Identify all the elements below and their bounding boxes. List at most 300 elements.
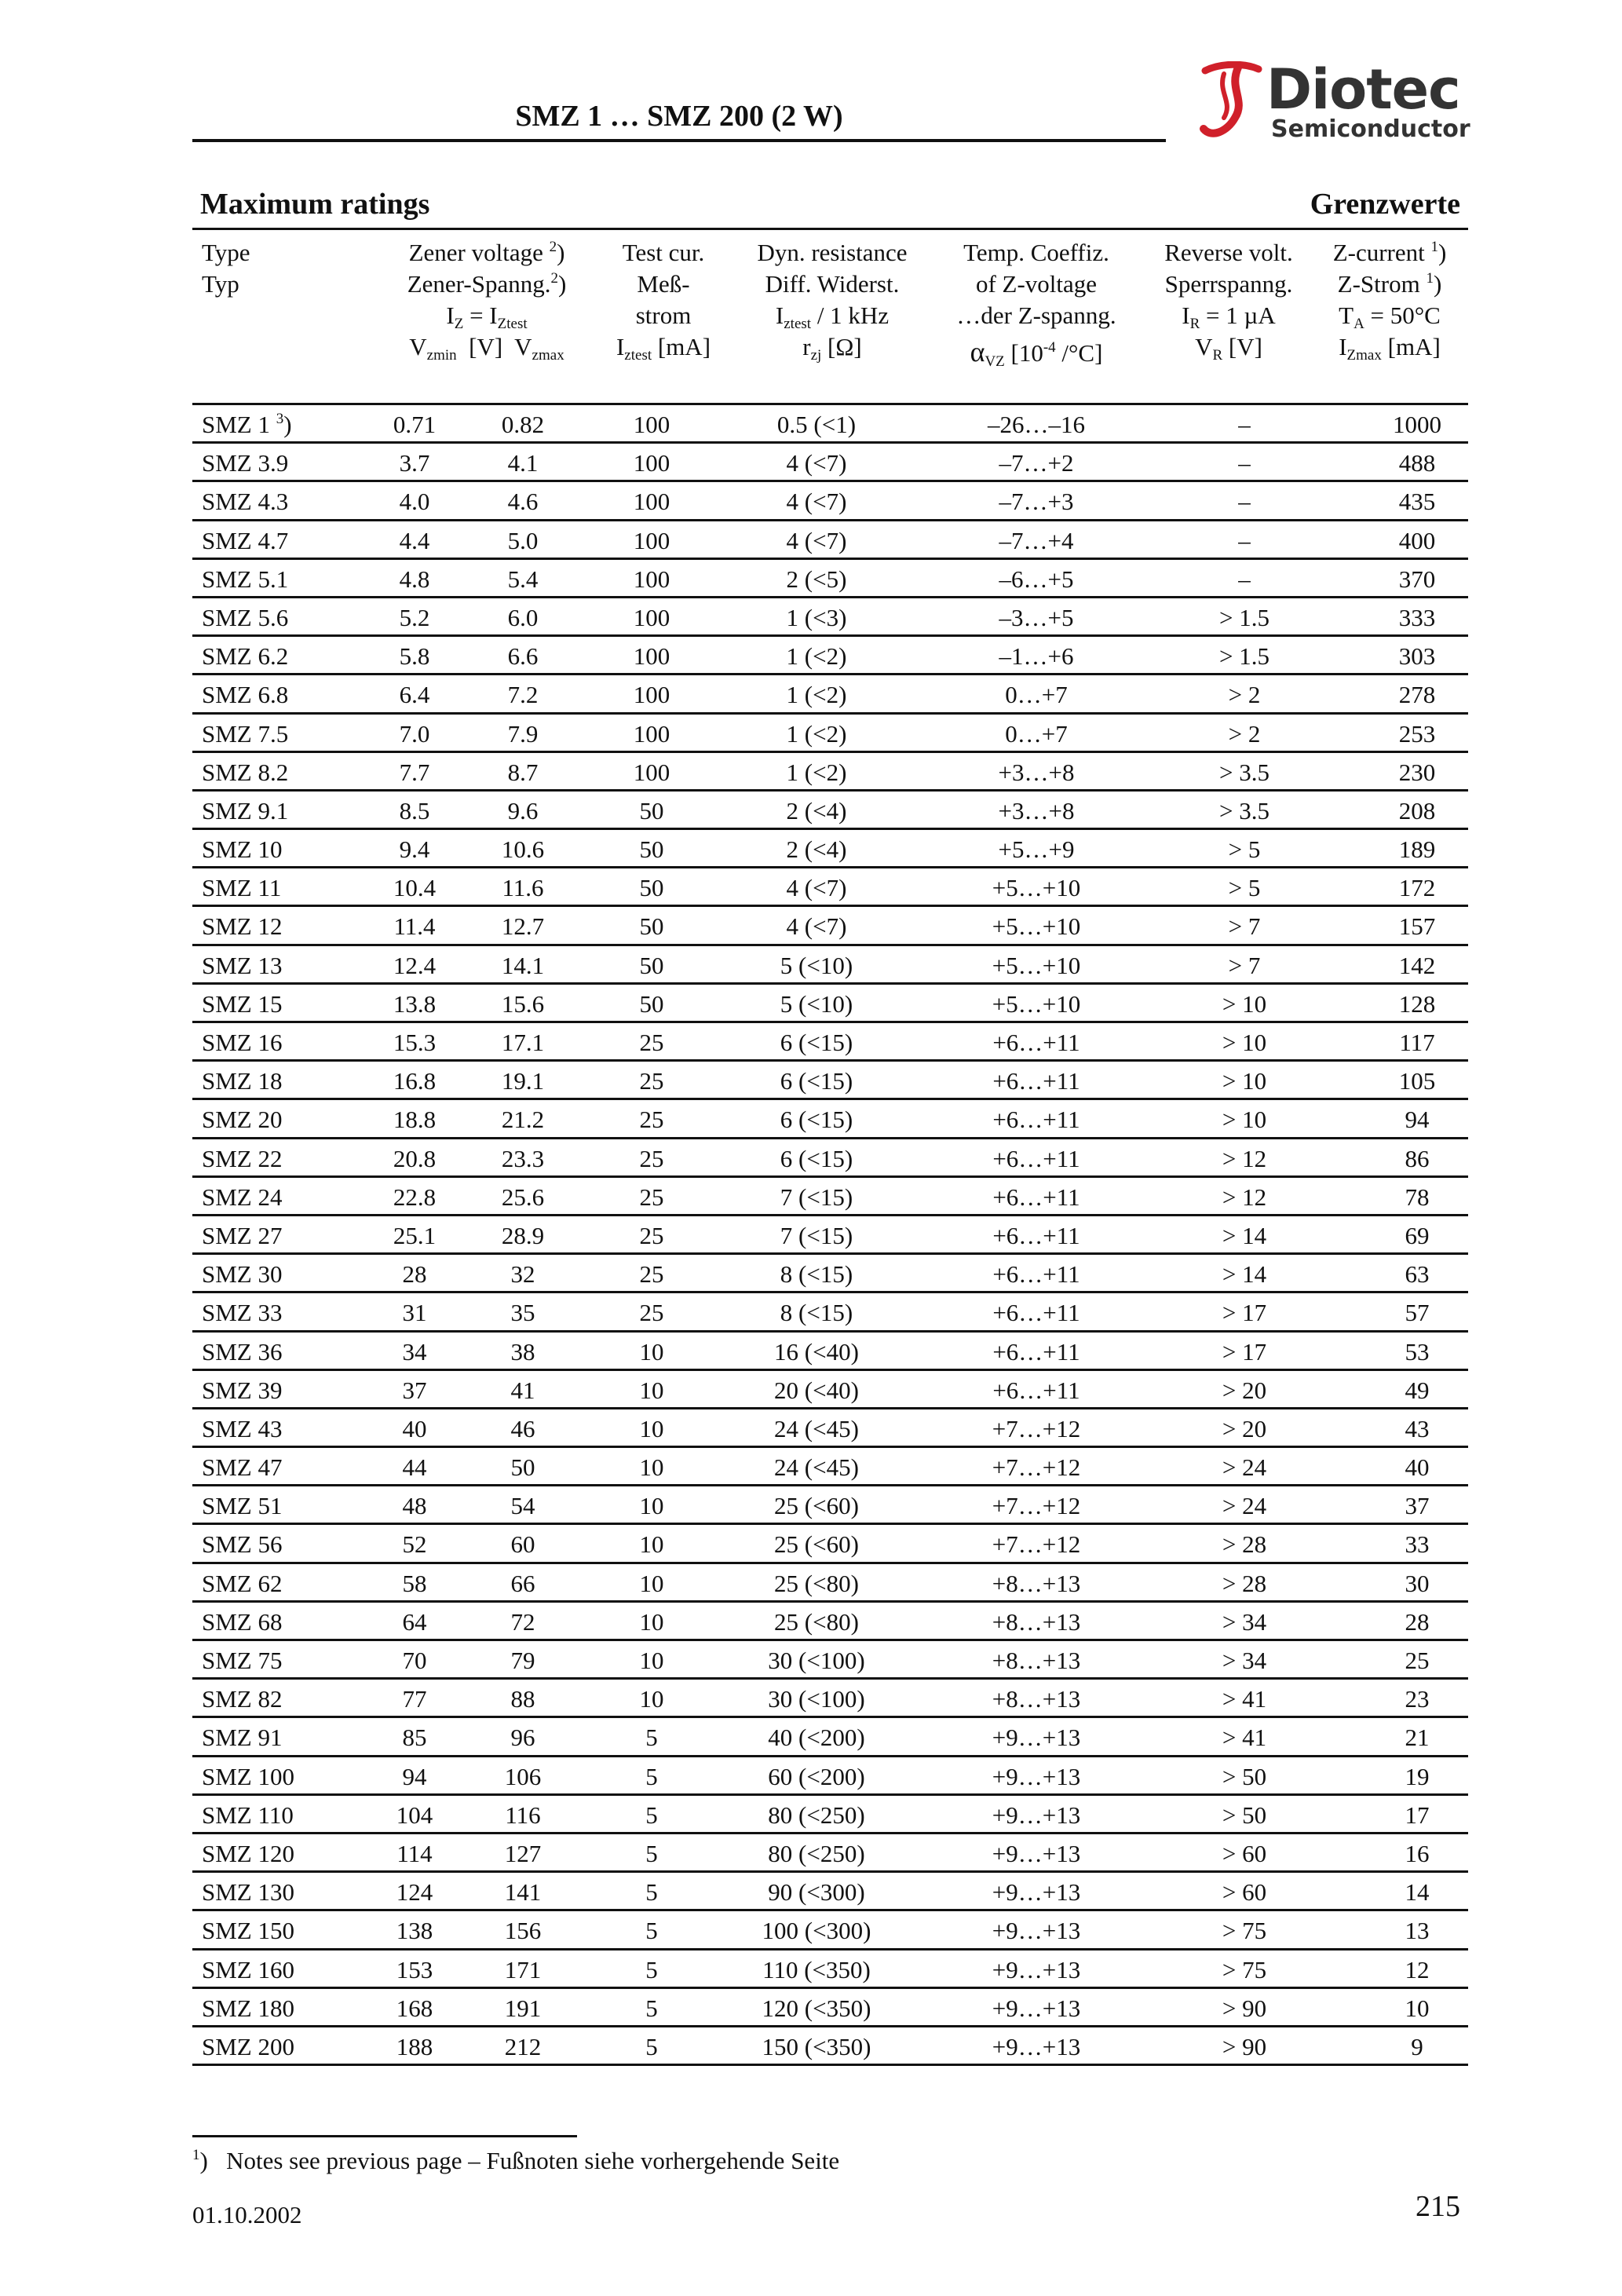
cell-rev: > 34 [1222,1647,1267,1674]
cell-test: 100 [633,488,670,516]
cell-rev: – [1238,526,1251,554]
cell-test: 10 [639,1685,664,1713]
cell-rev: > 7 [1228,912,1261,941]
table-row [192,2027,1468,2066]
cell-tc: +5…+10 [992,874,1081,902]
cell-iz: 19 [1405,1762,1430,1790]
cell-vmax: 72 [510,1607,535,1636]
cell-rev: > 12 [1222,1183,1267,1211]
cell-iz: 17 [1405,1801,1430,1829]
cell-vmin: 124 [396,1878,433,1907]
cell-tc: –1…+6 [999,642,1074,671]
cell-vmax: 14.1 [501,951,545,979]
cell-type: SMZ 18 [202,1067,283,1095]
table-row [192,1680,1468,1718]
cell-rev: > 3.5 [1219,758,1269,786]
cell-iz: 23 [1405,1685,1430,1713]
section-title-german: Grenzwerte [1310,188,1460,221]
cell-vmin: 34 [402,1337,427,1366]
cell-test: 10 [639,1376,664,1404]
cell-vmin: 28 [402,1260,427,1289]
table-row [192,1062,1468,1100]
cell-tc: –6…+5 [999,565,1074,593]
cell-type: SMZ 39 [202,1376,283,1404]
cell-vmin: 114 [396,1839,433,1867]
table-row [192,444,1468,482]
table-row [192,1448,1468,1486]
cell-test: 10 [639,1337,664,1366]
cell-tc: –7…+3 [999,488,1074,516]
cell-rev: > 20 [1222,1376,1267,1404]
cell-type: SMZ 62 [202,1569,283,1597]
cell-iz: 230 [1398,758,1436,786]
cell-vmax: 17.1 [501,1029,545,1056]
cell-dyn: 30 (<100) [768,1685,865,1713]
cell-rev: > 14 [1222,1260,1267,1289]
cell-type: SMZ 200 [202,2032,294,2060]
cell-vmax: 12.7 [501,912,545,941]
table-row [192,1796,1468,1834]
cell-rev: > 75 [1222,1917,1267,1945]
cell-dyn: 25 (<60) [774,1530,859,1559]
cell-vmin: 168 [396,1994,433,2022]
cell-dyn: 25 (<60) [774,1492,859,1520]
cell-test: 100 [633,526,670,554]
cell-tc: +6…+11 [992,1183,1080,1211]
cell-dyn: 0.5 (<1) [776,411,857,438]
cell-rev: > 10 [1222,989,1267,1018]
cell-dyn: 24 (<45) [774,1453,859,1482]
cell-vmin: 58 [402,1569,427,1597]
cell-test: 50 [639,951,664,979]
cell-tc: –7…+2 [999,449,1074,477]
cell-type: SMZ 91 [202,1724,283,1752]
cell-tc: +3…+8 [998,758,1075,786]
cell-tc: +5…+10 [992,951,1081,979]
cell-type: SMZ 160 [202,1955,294,1983]
cell-vmin: 44 [402,1453,427,1482]
cell-vmax: 88 [510,1685,535,1713]
cell-type: SMZ 33 [202,1299,283,1327]
cell-tc: +7…+12 [992,1492,1081,1520]
cell-iz: 94 [1405,1106,1430,1134]
cell-type: SMZ 6.8 [202,681,289,709]
cell-tc: +6…+11 [992,1376,1080,1404]
cell-tc: +6…+11 [992,1029,1080,1056]
cell-type: SMZ 7.5 [202,719,289,748]
table-row [192,985,1468,1023]
table-row [192,1486,1468,1525]
cell-iz: 142 [1398,951,1436,979]
cell-test: 100 [633,642,670,671]
cell-type: SMZ 10 [202,835,283,864]
cell-tc: +7…+12 [992,1530,1081,1559]
cell-type: SMZ 82 [202,1685,283,1713]
cell-iz: 435 [1398,488,1436,516]
cell-tc: +9…+13 [992,1801,1081,1829]
cell-tc: +5…+9 [998,835,1075,864]
cell-test: 100 [633,603,670,631]
cell-test: 50 [639,874,664,902]
cell-tc: –7…+4 [999,526,1074,554]
cell-dyn: 24 (<45) [774,1414,859,1442]
cell-test: 10 [639,1647,664,1674]
cell-vmax: 191 [504,1994,542,2022]
cell-vmax: 10.6 [501,835,545,864]
cell-rev: > 24 [1222,1453,1267,1482]
table-row [192,715,1468,753]
document-title: SMZ 1 … SMZ 200 (2 W) [515,100,843,133]
cell-rev: > 28 [1222,1569,1267,1597]
cell-tc: +9…+13 [992,2032,1081,2060]
cell-vmin: 7.0 [399,719,430,748]
cell-type: SMZ 11 [202,874,282,902]
cell-iz: 63 [1405,1260,1430,1289]
cell-vmax: 15.6 [501,989,545,1018]
cell-vmin: 16.8 [393,1067,437,1095]
cell-type: SMZ 51 [202,1492,283,1520]
cell-vmax: 4.1 [507,449,539,477]
cell-vmin: 104 [396,1801,433,1829]
cell-test: 5 [645,1801,658,1829]
cell-iz: 49 [1405,1376,1430,1404]
cell-rev: > 90 [1222,2032,1267,2060]
cell-vmax: 6.0 [507,603,539,631]
cell-type: SMZ 12 [202,912,283,941]
cell-dyn: 120 (<350) [762,1994,871,2022]
cell-dyn: 1 (<3) [786,603,847,631]
diotec-logo [1197,57,1480,148]
table-row [192,1333,1468,1371]
cell-vmax: 127 [504,1839,542,1867]
table-row [192,1641,1468,1680]
header-zener-voltage: Zener voltage $^2$) Zener-Spanng.$^2$) $I_Z = I_{Ztest}$ $V_{zmin}$ [V] $V_{zmax}$ [407,239,567,364]
cell-dyn: 6 (<15) [780,1029,853,1056]
cell-iz: 25 [1405,1647,1430,1674]
cell-vmax: 21.2 [501,1106,545,1134]
cell-type: SMZ 100 [202,1762,294,1790]
cell-vmax: 35 [510,1299,535,1327]
cell-vmin: 22.8 [393,1183,437,1211]
table-row [192,1178,1468,1216]
cell-vmin: 4.8 [399,565,430,593]
cell-dyn: 30 (<100) [768,1647,865,1674]
cell-rev: > 10 [1222,1029,1267,1056]
cell-test: 25 [639,1183,664,1211]
cell-vmax: 141 [504,1878,542,1907]
page-number: 215 [1416,2190,1460,2223]
cell-test: 25 [639,1144,664,1172]
cell-dyn: 90 (<300) [768,1878,865,1907]
cell-vmax: 11.6 [502,874,544,902]
cell-type: SMZ 20 [202,1106,283,1134]
cell-test: 25 [639,1106,664,1134]
table-row [192,482,1468,521]
table-row [192,830,1468,868]
header-temp-coefficient: Temp. Coeffiz. of Z-voltage …der Z-spanng. $\alpha_{VZ}$ [$10^{-4}$ /°C] [956,239,1116,370]
header-test-current: Test cur. Meß- strom $I_{ztest}$ [mA] [616,239,711,364]
table-row [192,1525,1468,1563]
cell-test: 50 [639,912,664,941]
cell-dyn: 150 (<350) [762,2032,871,2060]
cell-tc: +6…+11 [992,1106,1080,1134]
cell-tc: +9…+13 [992,1955,1081,1983]
cell-test: 5 [645,1762,658,1790]
cell-iz: 1000 [1393,411,1441,438]
cell-iz: 37 [1405,1492,1430,1520]
cell-vmin: 64 [402,1607,427,1636]
cell-dyn: 6 (<15) [780,1106,853,1134]
cell-type: SMZ 27 [202,1221,283,1249]
cell-type: SMZ 43 [202,1414,283,1442]
cell-rev: > 17 [1222,1299,1267,1327]
cell-dyn: 40 (<200) [768,1724,865,1752]
cell-tc: +6…+11 [992,1221,1080,1249]
cell-iz: 303 [1398,642,1436,671]
cell-vmax: 66 [510,1569,535,1597]
cell-vmin: 15.3 [393,1029,437,1056]
cell-dyn: 20 (<40) [774,1376,859,1404]
cell-type: SMZ 110 [202,1801,294,1829]
table-row [192,1603,1468,1641]
ratings-table [192,405,1468,2066]
cell-vmin: 12.4 [393,951,437,979]
cell-iz: 10 [1405,1994,1430,2022]
cell-dyn: 16 (<40) [774,1337,859,1366]
cell-rev: > 50 [1222,1801,1267,1829]
cell-vmin: 40 [402,1414,427,1442]
cell-iz: 128 [1398,989,1436,1018]
cell-type: SMZ 4.7 [202,526,289,554]
cell-iz: 488 [1398,449,1436,477]
cell-iz: 253 [1398,719,1436,748]
cell-test: 50 [639,835,664,864]
table-row [192,1834,1468,1873]
cell-iz: 40 [1405,1453,1430,1482]
cell-vmax: 23.3 [501,1144,545,1172]
cell-type: SMZ 4.3 [202,488,289,516]
cell-iz: 370 [1398,565,1436,593]
table-row [192,1911,1468,1950]
cell-vmin: 9.4 [399,835,430,864]
cell-type: SMZ 30 [202,1260,283,1289]
cell-dyn: 1 (<2) [786,758,847,786]
cell-type: SMZ 5.1 [202,565,289,593]
cell-iz: 57 [1405,1299,1430,1327]
cell-dyn: 8 (<15) [780,1299,853,1327]
table-row [192,1409,1468,1448]
cell-type: SMZ 8.2 [202,758,289,786]
cell-vmax: 32 [510,1260,535,1289]
table-row [192,1216,1468,1255]
cell-dyn: 1 (<2) [786,719,847,748]
cell-rev: > 34 [1222,1607,1267,1636]
cell-dyn: 7 (<15) [780,1183,853,1211]
cell-rev: > 10 [1222,1106,1267,1134]
cell-tc: +7…+12 [992,1414,1081,1442]
cell-test: 25 [639,1221,664,1249]
cell-dyn: 4 (<7) [786,874,847,902]
cell-test: 50 [639,989,664,1018]
cell-test: 25 [639,1067,664,1095]
cell-test: 5 [645,1878,658,1907]
cell-vmin: 48 [402,1492,427,1520]
cell-vmax: 0.82 [501,411,545,438]
cell-test: 100 [633,411,670,438]
title-rule [192,139,1166,142]
table-top-rule [192,228,1468,230]
table-row [192,1989,1468,2027]
cell-test: 5 [645,1724,658,1752]
cell-iz: 33 [1405,1530,1430,1559]
cell-test: 10 [639,1607,664,1636]
cell-vmin: 0.71 [393,411,437,438]
cell-vmin: 5.8 [399,642,430,671]
cell-rev: > 3.5 [1219,796,1269,824]
table-row [192,1371,1468,1409]
cell-vmin: 3.7 [399,449,430,477]
cell-iz: 16 [1405,1839,1430,1867]
cell-test: 10 [639,1492,664,1520]
footnote-rule [192,2135,577,2137]
cell-rev: > 10 [1222,1067,1267,1095]
cell-tc: +8…+13 [992,1607,1081,1636]
cell-iz: 43 [1405,1414,1430,1442]
cell-tc: +7…+12 [992,1453,1081,1482]
cell-vmax: 25.6 [501,1183,545,1211]
cell-test: 25 [639,1260,664,1289]
cell-vmax: 171 [504,1955,542,1983]
table-row [192,1139,1468,1178]
cell-rev: > 90 [1222,1994,1267,2022]
cell-vmin: 6.4 [399,681,430,709]
cell-test: 10 [639,1414,664,1442]
table-row [192,1718,1468,1757]
table-row [192,675,1468,714]
cell-iz: 28 [1405,1607,1430,1636]
diotec-mark-icon [1197,61,1265,148]
cell-type: SMZ 22 [202,1144,283,1172]
cell-vmax: 54 [510,1492,535,1520]
cell-test: 5 [645,2032,658,2060]
cell-vmax: 5.0 [507,526,539,554]
cell-vmax: 79 [510,1647,535,1674]
cell-dyn: 6 (<15) [780,1067,853,1095]
cell-type: SMZ 6.2 [202,642,289,671]
cell-test: 10 [639,1530,664,1559]
table-row [192,1023,1468,1062]
footnote: $^1$) Notes see previous page – Fußnoten siehe vorhergehende Seite [192,2147,840,2174]
cell-test: 100 [633,565,670,593]
cell-test: 5 [645,1955,658,1983]
cell-rev: > 2 [1228,719,1261,748]
table-header [0,237,1622,378]
cell-vmin: 8.5 [399,796,430,824]
cell-rev: – [1238,411,1251,438]
table-row [192,907,1468,945]
cell-rev: > 60 [1222,1878,1267,1907]
table-row [192,792,1468,830]
cell-iz: 157 [1398,912,1436,941]
cell-rev: – [1238,565,1251,593]
table-row [192,521,1468,560]
cell-vmin: 13.8 [393,989,437,1018]
cell-rev: > 12 [1222,1144,1267,1172]
cell-vmin: 52 [402,1530,427,1559]
cell-dyn: 7 (<15) [780,1221,853,1249]
cell-vmin: 85 [402,1724,427,1752]
cell-tc: +8…+13 [992,1647,1081,1674]
table-row [192,1757,1468,1796]
cell-dyn: 25 (<80) [774,1569,859,1597]
cell-type: SMZ 1 $^3$) [202,411,292,438]
cell-rev: > 17 [1222,1337,1267,1366]
cell-dyn: 1 (<2) [786,681,847,709]
cell-test: 100 [633,449,670,477]
cell-type: SMZ 130 [202,1878,294,1907]
cell-type: SMZ 180 [202,1994,294,2022]
cell-rev: > 2 [1228,681,1261,709]
cell-vmin: 70 [402,1647,427,1674]
cell-iz: 208 [1398,796,1436,824]
cell-tc: 0…+7 [1005,719,1068,748]
cell-iz: 278 [1398,681,1436,709]
cell-rev: > 5 [1228,835,1261,864]
cell-rev: > 75 [1222,1955,1267,1983]
cell-tc: +9…+13 [992,1762,1081,1790]
cell-vmax: 38 [510,1337,535,1366]
cell-dyn: 4 (<7) [786,488,847,516]
cell-vmin: 4.0 [399,488,430,516]
cell-rev: > 1.5 [1219,603,1269,631]
cell-type: SMZ 120 [202,1839,294,1867]
cell-tc: –26…–16 [988,411,1085,438]
cell-vmin: 94 [402,1762,427,1790]
table-row [192,946,1468,985]
cell-rev: – [1238,449,1251,477]
cell-rev: > 7 [1228,951,1261,979]
cell-type: SMZ 47 [202,1453,283,1482]
logo-subtitle: Semiconductor [1271,115,1470,143]
cell-vmax: 5.4 [507,565,539,593]
table-row [192,868,1468,907]
cell-test: 10 [639,1569,664,1597]
cell-tc: +8…+13 [992,1685,1081,1713]
cell-tc: –3…+5 [999,603,1074,631]
cell-iz: 78 [1405,1183,1430,1211]
cell-type: SMZ 3.9 [202,449,289,477]
cell-vmax: 96 [510,1724,535,1752]
cell-iz: 86 [1405,1144,1430,1172]
cell-vmin: 20.8 [393,1144,437,1172]
cell-rev: > 41 [1222,1685,1267,1713]
cell-vmax: 156 [504,1917,542,1945]
cell-tc: +6…+11 [992,1299,1080,1327]
cell-dyn: 80 (<250) [768,1801,865,1829]
header-z-current: Z-current $^1$) Z-Strom $^1$) $T_A = 50^\circ C$ $I_{Zmax}$ [mA] [1332,239,1447,364]
cell-dyn: 4 (<7) [786,526,847,554]
cell-tc: +9…+13 [992,1724,1081,1752]
cell-iz: 12 [1405,1955,1430,1983]
cell-vmin: 25.1 [393,1221,437,1249]
cell-iz: 9 [1411,2032,1423,2060]
logo-name: Diotec [1266,57,1460,122]
table-row [192,1293,1468,1332]
cell-tc: +3…+8 [998,796,1075,824]
cell-vmin: 31 [402,1299,427,1327]
cell-tc: +5…+10 [992,989,1081,1018]
cell-type: SMZ 150 [202,1917,294,1945]
